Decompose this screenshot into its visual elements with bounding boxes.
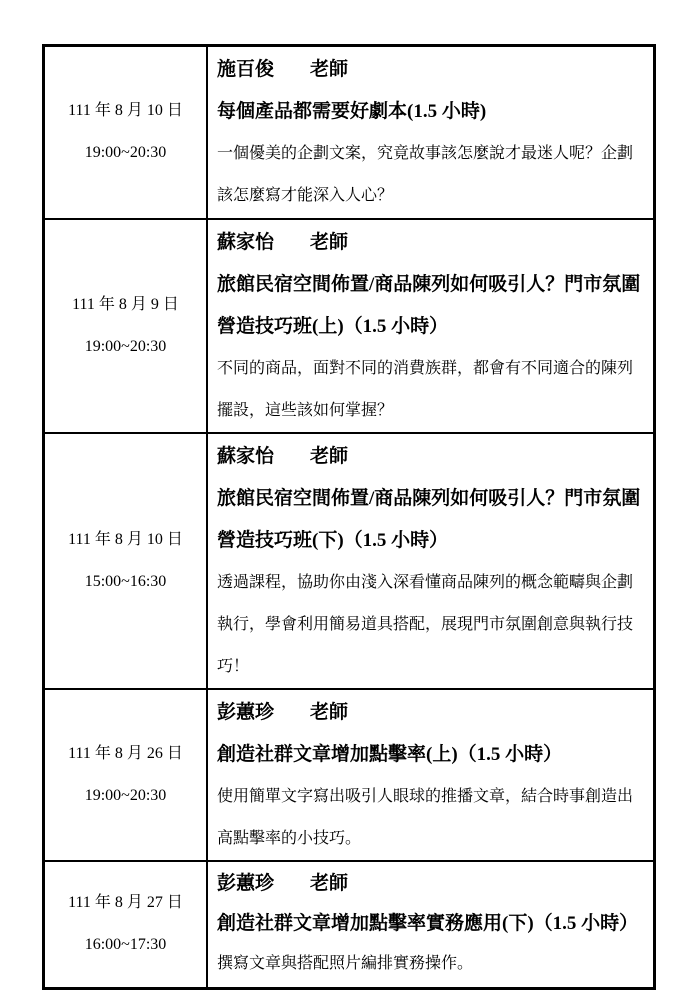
session-date: 111 年 8 月 9 日 xyxy=(72,295,179,313)
schedule-row xyxy=(44,689,655,861)
course-schedule-table xyxy=(42,44,656,990)
teacher-name: 施百俊 xyxy=(217,59,275,80)
teacher-name: 蘇家怡 xyxy=(217,445,275,467)
session-datetime-cell xyxy=(44,861,208,989)
session-date: 111 年 8 月 26 日 xyxy=(68,744,183,762)
schedule-row xyxy=(44,433,655,689)
schedule-row xyxy=(44,219,655,433)
teacher-name: 蘇家怡 xyxy=(217,231,275,253)
teacher-name: 彭蕙珍 xyxy=(217,872,275,894)
course-title: 旅館民宿空間佈置/商品陳列如何吸引人？門市氛圍營造技巧班(下)（1.5 小時） xyxy=(217,487,641,551)
teacher-name: 彭蕙珍 xyxy=(217,701,275,723)
course-info-cell xyxy=(207,219,655,433)
teacher-line xyxy=(217,436,643,478)
teacher-line xyxy=(217,692,643,734)
session-time: 19:00~20:30 xyxy=(84,337,167,355)
course-description: 透過課程，協助你由淺入深看懂商品陳列的概念範疇與企劃執行，學會利用簡易道具搭配，展現門市氛圍創意與執行技巧！ xyxy=(217,573,634,675)
teacher-suffix-label: 老師 xyxy=(310,872,349,894)
session-datetime-cell xyxy=(44,46,208,219)
document-page xyxy=(42,44,656,990)
course-info-cell xyxy=(207,689,655,861)
session-date: 111 年 8 月 27 日 xyxy=(68,894,183,912)
course-description: 一個優美的企劃文案，究竟故事該怎麼說才最迷人呢？企劃該怎麼寫才能深入人心？ xyxy=(217,145,634,204)
course-info-cell xyxy=(207,433,655,689)
session-time: 19:00~20:30 xyxy=(84,786,167,804)
teacher-line xyxy=(217,864,643,904)
session-time: 19:00~20:30 xyxy=(84,144,167,162)
session-date: 111 年 8 月 10 日 xyxy=(68,530,183,548)
course-title: 每個產品都需要好劇本(1.5 小時) xyxy=(217,101,487,122)
session-datetime-cell xyxy=(44,433,208,689)
course-description: 撰寫文章與搭配照片編排實務操作。 xyxy=(217,954,474,972)
teacher-suffix-label: 老師 xyxy=(310,445,349,467)
session-time: 15:00~16:30 xyxy=(84,572,167,590)
teacher-line xyxy=(217,222,643,264)
course-title: 創造社群文章增加點擊率(上)（1.5 小時） xyxy=(217,743,563,765)
teacher-suffix-label: 老師 xyxy=(310,231,349,253)
course-description: 使用簡單文字寫出吸引人眼球的推播文章，結合時事創造出高點擊率的小技巧。 xyxy=(217,787,634,847)
schedule-row xyxy=(44,861,655,989)
teacher-line xyxy=(217,49,643,91)
course-title: 旅館民宿空間佈置/商品陳列如何吸引人？門市氛圍營造技巧班(上)（1.5 小時） xyxy=(217,273,641,337)
course-description: 不同的商品，面對不同的消費族群，都會有不同適合的陳列擺設，這些該如何掌握？ xyxy=(217,359,634,419)
course-title: 創造社群文章增加點擊率實務應用(下)（1.5 小時） xyxy=(217,912,639,934)
session-datetime-cell xyxy=(44,219,208,433)
course-info-cell xyxy=(207,46,655,219)
session-datetime-cell xyxy=(44,689,208,861)
session-date: 111 年 8 月 10 日 xyxy=(68,102,183,120)
teacher-suffix-label: 老師 xyxy=(310,59,349,80)
schedule-row xyxy=(44,46,655,219)
course-info-cell xyxy=(207,861,655,989)
session-time: 16:00~17:30 xyxy=(84,936,167,954)
teacher-suffix-label: 老師 xyxy=(310,701,349,723)
